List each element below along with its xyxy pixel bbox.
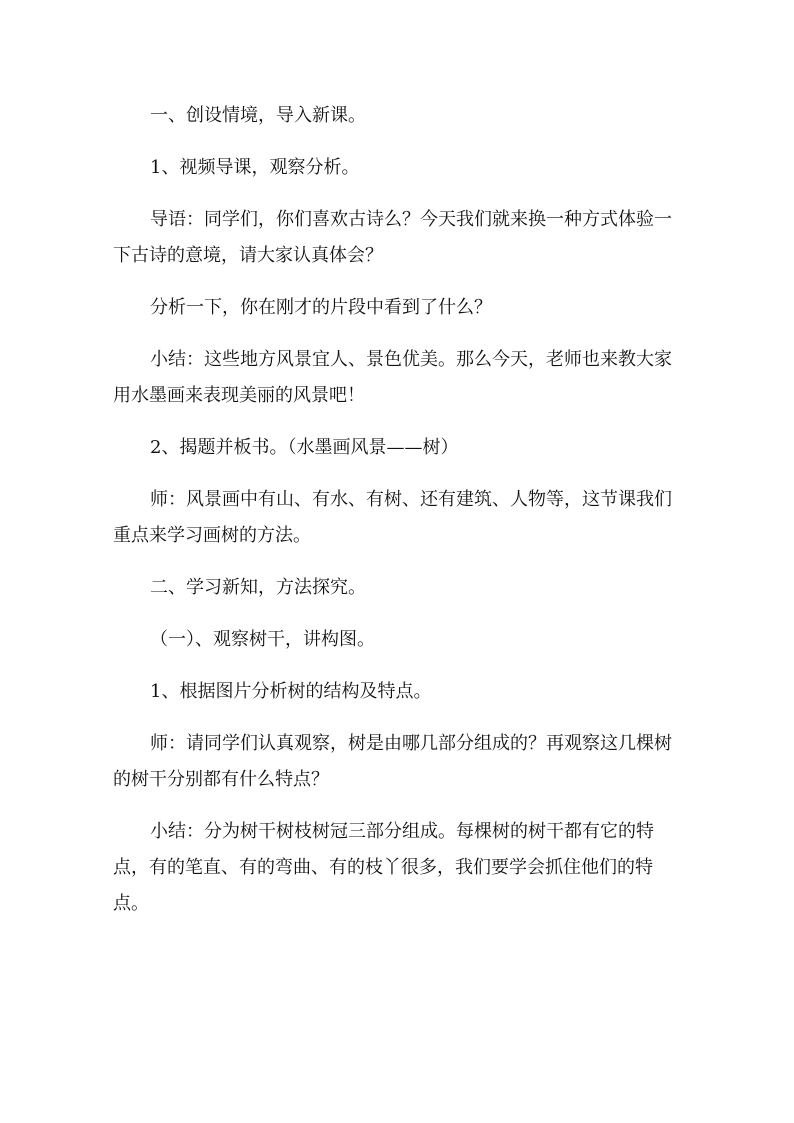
summary-paragraph-1: 小结：这些地方风景宜人、景色优美。那么今天，老师也来教大家用水墨画来表现美丽的风景吧！ — [113, 349, 672, 406]
summary-paragraph-2: 小结：分为树干树枝树冠三部分组成。每棵树的树干都有它的特点，有的笔直、有的弯曲、有的枝丫很多，我们要学会抓住他们的特点。 — [113, 821, 654, 914]
subsection-heading-1: （一）、观察树干，讲构图。 — [150, 629, 375, 650]
section-heading-1: 一、创设情境，导入新课。 — [150, 105, 366, 126]
teacher-paragraph-2: 师：请同学们认真观察，树是由哪几部分组成的？再观察这几棵树的树干分别都有什么特点？ — [113, 733, 672, 790]
section-heading-2: 二、学习新知，方法探究。 — [150, 577, 366, 598]
subheading-2: 2、揭题并板书。（水墨画风景——树） — [150, 437, 459, 458]
document-body — [113, 98, 681, 938]
subheading-3: 1、根据图片分析树的结构及特点。 — [150, 681, 432, 702]
subheading-1: 1、视频导课，观察分析。 — [150, 157, 360, 178]
intro-paragraph: 导语：同学们，你们喜欢古诗么？今天我们就来换一种方式体验一下古诗的意境，请大家认真体会？ — [113, 209, 672, 266]
teacher-paragraph-1: 师：风景画中有山、有水、有树、还有建筑、人物等，这节课我们重点来学习画树的方法。 — [113, 489, 672, 546]
analysis-paragraph: 分析一下，你在刚才的片段中看到了什么？ — [150, 297, 492, 318]
